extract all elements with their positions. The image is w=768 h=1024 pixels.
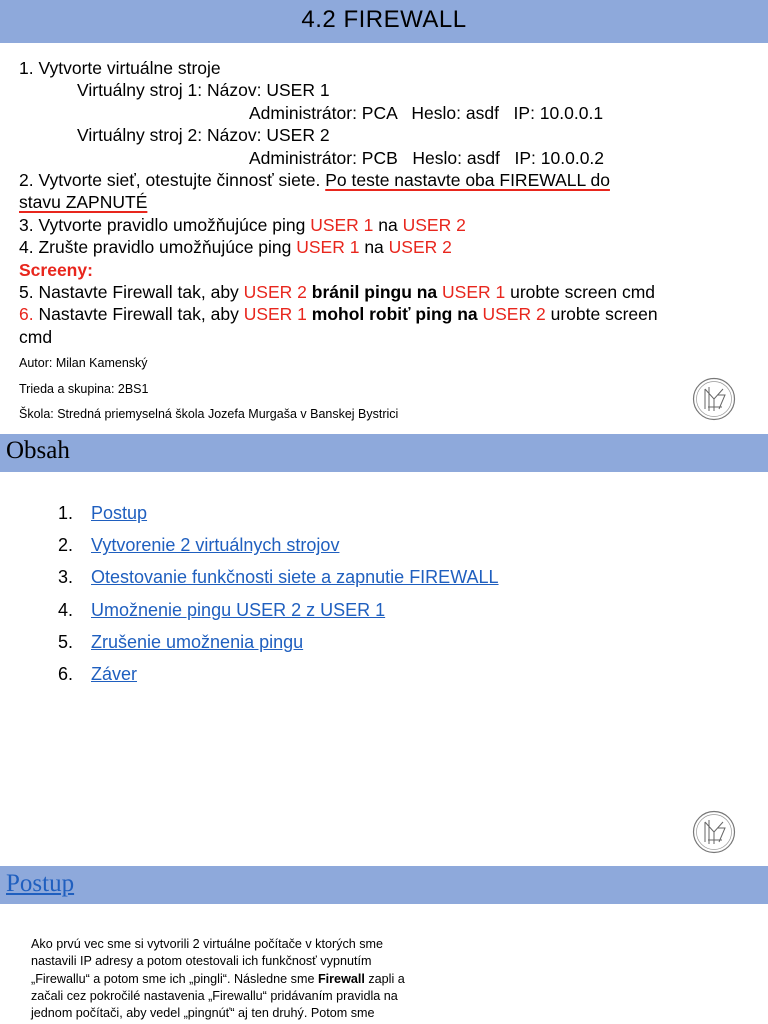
toc-number: 6. [58,663,74,684]
toc-link-virtual-machines[interactable]: Vytvorenie 2 virtuálnych strojov [91,535,340,556]
author: Autor: Milan Kamenský [19,356,148,370]
vm1-details: Administrátor: PCA Heslo: asdf IP: 10.0.0.1 [249,102,604,123]
item-6-user1: USER 1 [243,304,307,325]
item-6 [19,303,759,325]
item-6-user2: USER 2 [482,304,546,325]
school-logo-icon [692,377,736,421]
class-group: Trieda a skupina: 2BS1 [19,382,149,396]
item-2-underlined-cont: stavu ZAPNUTÉ [19,192,148,213]
toc-link-postup[interactable]: Postup [91,503,148,523]
postup-paragraph [31,936,471,1022]
item-5-bold: bránil pingu na [306,282,443,303]
item-2-cont [19,191,759,213]
toc-number: 3. [58,567,74,588]
item-6-end: urobte screen [545,304,658,325]
toc-number: 1. [58,503,74,523]
item-2-underlined: Po teste nastavte oba FIREWALL do [325,170,610,191]
paragraph-line: začali cez pokročilé nastavenia „Firewallu“ pridávaním pravidla na [31,988,398,1003]
item-5 [19,281,759,303]
slide2-title: Obsah [6,437,70,464]
paragraph-text: zapli a [364,971,405,986]
toc-link-conclusion[interactable]: Záver [91,663,138,684]
vm1-name: Virtuálny stroj 1: Názov: USER 1 [77,80,330,101]
toc-link-enable-ping[interactable]: Umožnenie pingu USER 2 z USER 1 [91,599,386,620]
item-3-text: 3. Vytvorte pravidlo umožňujúce ping [19,214,311,235]
item-5-user1: USER 1 [442,282,506,303]
school: Škola: Stredná priemyselná škola Jozefa Murgaša v Banskej Bystrici [19,407,399,421]
table-of-contents [58,501,499,694]
paragraph-bold: Firewall [317,971,365,986]
paragraph-line: nastavili IP adresy a potom otestovali ich funkčnosť vypnutím [31,954,372,969]
item-2-text: 2. Vytvorte sieť, otestujte činnosť siete. [19,170,326,191]
toc-number: 5. [58,631,74,652]
vm2-details: Administrátor: PCB Heslo: asdf IP: 10.0.0.2 [249,147,605,168]
item-4-user2: USER 2 [388,237,452,258]
item-3-na: na [373,214,403,235]
item-3 [19,214,759,236]
slide3-title-band [0,866,768,904]
toc-item [58,501,499,533]
item-4-user1: USER 1 [296,237,360,258]
toc-item [58,533,499,565]
toc-item [58,598,499,630]
paragraph-text: „Firewallu“ a potom sme ich „pingli“. Následne sme [31,971,318,986]
item-4 [19,236,759,258]
school-logo-icon [692,810,736,854]
toc-item [58,662,499,694]
paragraph-line [31,971,471,988]
toc-item [58,630,499,662]
slide3-title-link[interactable]: Postup [6,870,75,897]
item-6-num: 6. [19,304,34,325]
toc-number: 2. [58,535,74,556]
item-4-na: na [359,237,389,258]
item-2 [19,169,759,191]
item-6-bold: mohol robiť ping na [306,304,483,325]
item-6-cont: cmd [19,326,53,347]
item-4-text: 4. Zrušte pravidlo umožňujúce ping [19,237,297,258]
item-3-user1: USER 1 [310,214,374,235]
slide1-body [19,57,759,348]
item-5-text: 5. Nastavte Firewall tak, aby [19,282,244,303]
paragraph-line: jednom počítači, aby vedel „pingnúť“ aj ten druhý. Potom sme [31,1006,375,1021]
slide1-title: 4.2 FIREWALL [301,6,467,33]
vm2-name: Virtuálny stroj 2: Názov: USER 2 [77,125,330,146]
toc-number: 4. [58,599,74,620]
item-3-user2: USER 2 [402,214,466,235]
slide2-title-band [0,434,768,472]
toc-link-cancel-ping[interactable]: Zrušenie umožnenia pingu [91,631,304,652]
paragraph-line: Ako prvú vec sme si vytvorili 2 virtuálne počítače v ktorých sme [31,937,384,951]
item-5-user2: USER 2 [243,282,307,303]
toc-link-testing[interactable]: Otestovanie funkčnosti siete a zapnutie FIREWALL [91,567,499,588]
toc-item [58,565,499,597]
screeny-label: Screeny: [19,259,93,280]
item-6-text: Nastavte Firewall tak, aby [33,304,244,325]
item-1: 1. Vytvorte virtuálne stroje [19,58,221,78]
item-5-end: urobte screen cmd [505,282,656,303]
